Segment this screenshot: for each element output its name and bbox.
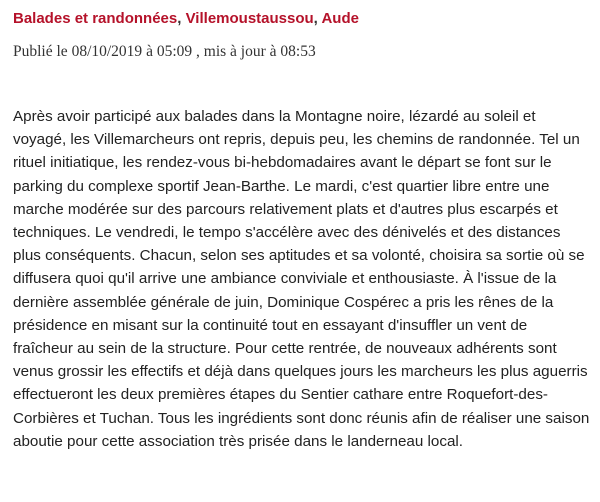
breadcrumb-town-link[interactable]: Villemoustaussou	[185, 10, 314, 27]
published-at: à	[146, 43, 153, 60]
dateline	[13, 42, 316, 62]
breadcrumb-separator: ,	[177, 10, 186, 27]
breadcrumb-department-link[interactable]: Aude	[321, 10, 359, 27]
updated-label: , mis à jour à	[196, 43, 277, 60]
breadcrumb	[13, 9, 359, 29]
published-date: 08/10/2019	[71, 43, 143, 60]
article-body: Après avoir participé aux balades dans la Montagne noire, lézardé au soleil et voyagé, les Villemarcheurs ont repris, depuis peu, les chemins de randonnée. Tel un rituel initiatique, les rendez-vous bi-hebdomadaires avant le départ se font sur le parking du complexe sportif Jean-Barthe. Le mardi, c'est quartier libre entre une marche modérée sur des parcours relativement plats et d'autres plus escarpés et techniques. Le vendredi, le tempo s'accélère avec des dénivelés et des distances plus conséquents. Chacun, selon ses aptitudes et sa volonté, choisira sa sortie où se diffusera quoi qu'il arrive une ambiance conviviale et enthousiaste. À l'issue de la dernière assemblée générale de juin, Dominique Cospérec a pris les rênes de la présidence en misant sur la continuité tout en essayant d'insuffler un vent de fraîcheur au sein de la structure. Pour cette rentrée, de nouveaux adhérents sont venus grossir les effectifs et déjà dans quelques jours les marcheurs les plus aguerris effectueront les deux premières étapes du Sentier cathare entre Roquefort-des-Corbières et Tuchan. Tous les ingrédients sont donc réunis afin de réaliser une saison aboutie pour cette association très prisée dans le landerneau local.	[13, 108, 590, 450]
published-time: 05:09	[156, 43, 193, 60]
breadcrumb-section-link[interactable]: Balades et randonnées	[13, 10, 178, 27]
published-label: Publié le	[13, 43, 68, 60]
breadcrumb-separator: ,	[313, 10, 322, 27]
updated-time: 08:53	[280, 43, 316, 60]
